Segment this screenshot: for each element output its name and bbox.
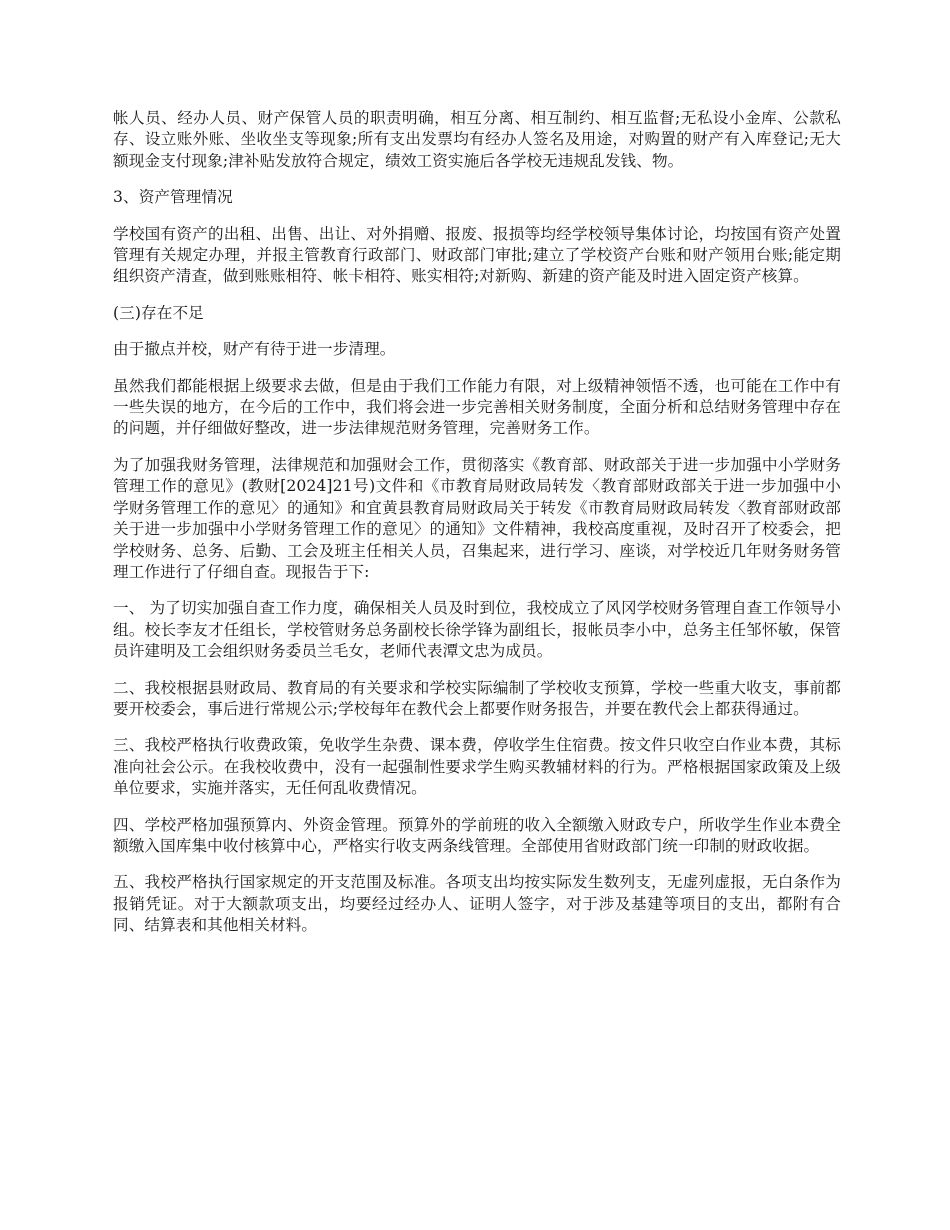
paragraph-item-2: 二、我校根据县财政局、教育局的有关要求和学校实际编制了学校收支预算，学校一些重大收支，事前都要开校委会，事后进行常规公示;学校每年在教代会上都要作财务报告，并要在教代会上都获得通过。 <box>113 678 841 718</box>
paragraph-property-cleanup: 由于撤点并校，财产有待于进一步清理。 <box>113 340 396 359</box>
paragraph-responsibilities: 帐人员、经办人员、财产保管人员的职责明确，相互分离、相互制约、相互监督;无私设小金库、公款私存、设立账外账、坐收坐支等现象;所有支出发票均有经办人签名及用途，对购置的财产有入库登记;无大额现金支付现象;津补贴发放符合规定，绩效工资实施后各学校无违规乱发钱、物。 <box>113 109 841 170</box>
paragraph-item-4: 四、学校严格加强预算内、外资金管理。预算外的学前班的收入全额缴入财政专户，所收学生作业本费全额缴入国库集中收付核算中心，严格实行收支两条线管理。全部使用省财政部门统一印制的财政收据。 <box>113 815 841 855</box>
document-page <box>113 108 841 952</box>
paragraph-item-5: 五、我校严格执行国家规定的开支范围及标准。各项支出均按实际发生数列支，无虚列虚报，无白条作为报销凭证。对于大额款项支出，均要经过经办人、证明人签字，对于涉及基建等项目的支出，都附有合同、结算表和其他相关材料。 <box>113 873 841 935</box>
paragraph-improvement: 虽然我们都能根据上级要求去做，但是由于我们工作能力有限，对上级精神领悟不透，也可能在工作中有一些失误的地方，在今后的工作中，我们将会进一步完善相关财务制度，全面分析和总结财务管理中存在的问题，并仔细做好整改，进一步法律规范财务管理，完善财务工作。 <box>113 376 841 438</box>
section-heading-asset-management: 3、资产管理情况 <box>113 188 233 207</box>
paragraph-asset-management: 学校国有资产的出租、出售、出让、对外捐赠、报废、报损等均经学校领导集体讨论，均按国有资产处置管理有关规定办理，并报主管教育行政部门、财政部门审批;建立了学校资产台账和财产领用台账;能定期组织资产清查，做到账账相符、帐卡相符、账实相符;对新购、新建的资产能及时进入固定资产核算。 <box>113 224 841 286</box>
section-heading-shortcomings: (三)存在不足 <box>113 303 204 322</box>
paragraph-introduction: 为了加强我财务管理，法律规范和加强财会工作，贯彻落实《教育部、财政部关于进一步加强中小学财务管理工作的意见》(教财[2024]21号)文件和《市教育局财政局转发〈教育部财政部关于进一步加强中小学财务管理工作的意见〉的通知》和宜黄县教育局财政局关于转发《市教育局财政局转发〈教育部财政部关于进一步加强中小学财务管理工作的意见〉的通知》文件精神，我校高度重视，及时召开了校委会，把学校财务、总务、后勤、工会及班主任相关人员，召集起来，进行学习、座谈，对学校近几年财务财务管理工作进行了仔细自查。现报告于下: <box>113 455 841 581</box>
paragraph-item-3: 三、我校严格执行收费政策，免收学生杂费、课本费，停收学生住宿费。按文件只收空白作业本费，其标准向社会公示。在我校收费中，没有一起强制性要求学生购买教辅材料的行为。严格根据国家政策及上级单位要求，实施并落实，无任何乱收费情况。 <box>113 736 841 798</box>
paragraph-item-1: 一、 为了切实加强自查工作力度，确保相关人员及时到位，我校成立了风冈学校财务管理自查工作领导小组。校长李友才任组长，学校管财务总务副校长徐学锋为副组长，报帐员李小中，总务主任邹怀敏，保管员许建明及工会组织财务委员兰毛女，老师代表潭文忠为成员。 <box>113 599 841 661</box>
